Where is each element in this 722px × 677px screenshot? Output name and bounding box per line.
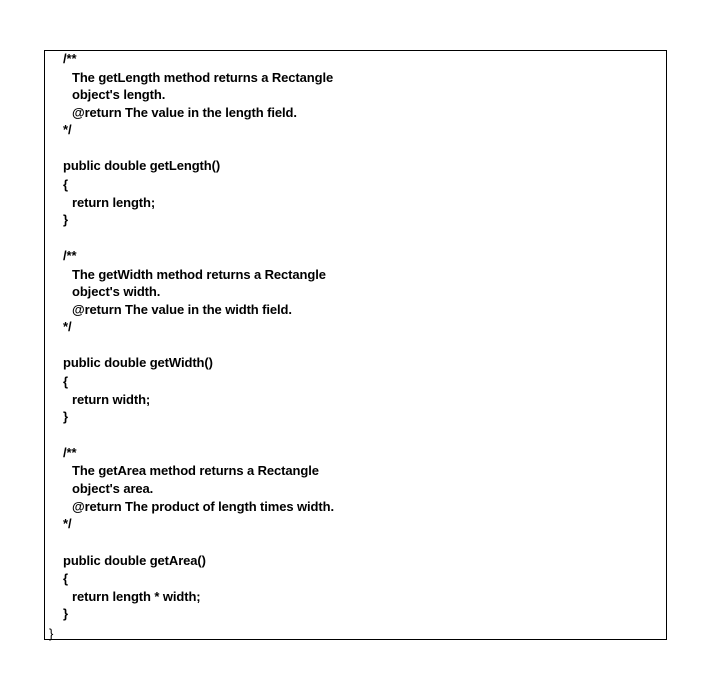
code-line: */ (63, 319, 72, 334)
code-line: @return The product of length times width. (72, 499, 334, 514)
code-line: object's length. (72, 87, 166, 102)
code-line: */ (63, 516, 72, 531)
code-line: public double getWidth() (63, 355, 213, 370)
code-line: object's width. (72, 284, 161, 299)
code-line: object's area. (72, 481, 154, 496)
code-line: /** (63, 445, 77, 460)
code-line: { (63, 571, 68, 586)
code-line: The getWidth method returns a Rectangle (72, 267, 326, 282)
code-line: return width; (72, 392, 151, 407)
code-line: { (63, 177, 68, 192)
code-listing-box (44, 50, 667, 640)
code-line: @return The value in the width field. (72, 302, 292, 317)
code-line: The getArea method returns a Rectangle (72, 463, 319, 478)
code-line: return length; (72, 195, 156, 210)
code-line: */ (63, 122, 72, 137)
outer-closing-brace: } (49, 626, 54, 641)
code-line: } (63, 212, 68, 227)
code-line: /** (63, 51, 77, 66)
code-line: public double getLength() (63, 158, 221, 173)
code-line: return length * width; (72, 589, 201, 604)
code-line: } (63, 606, 68, 621)
code-line: The getLength method returns a Rectangle (72, 70, 334, 85)
code-line: @return The value in the length field. (72, 105, 297, 120)
code-line: public double getArea() (63, 553, 206, 568)
code-line: /** (63, 248, 77, 263)
code-line: } (63, 409, 68, 424)
code-line: { (63, 374, 68, 389)
